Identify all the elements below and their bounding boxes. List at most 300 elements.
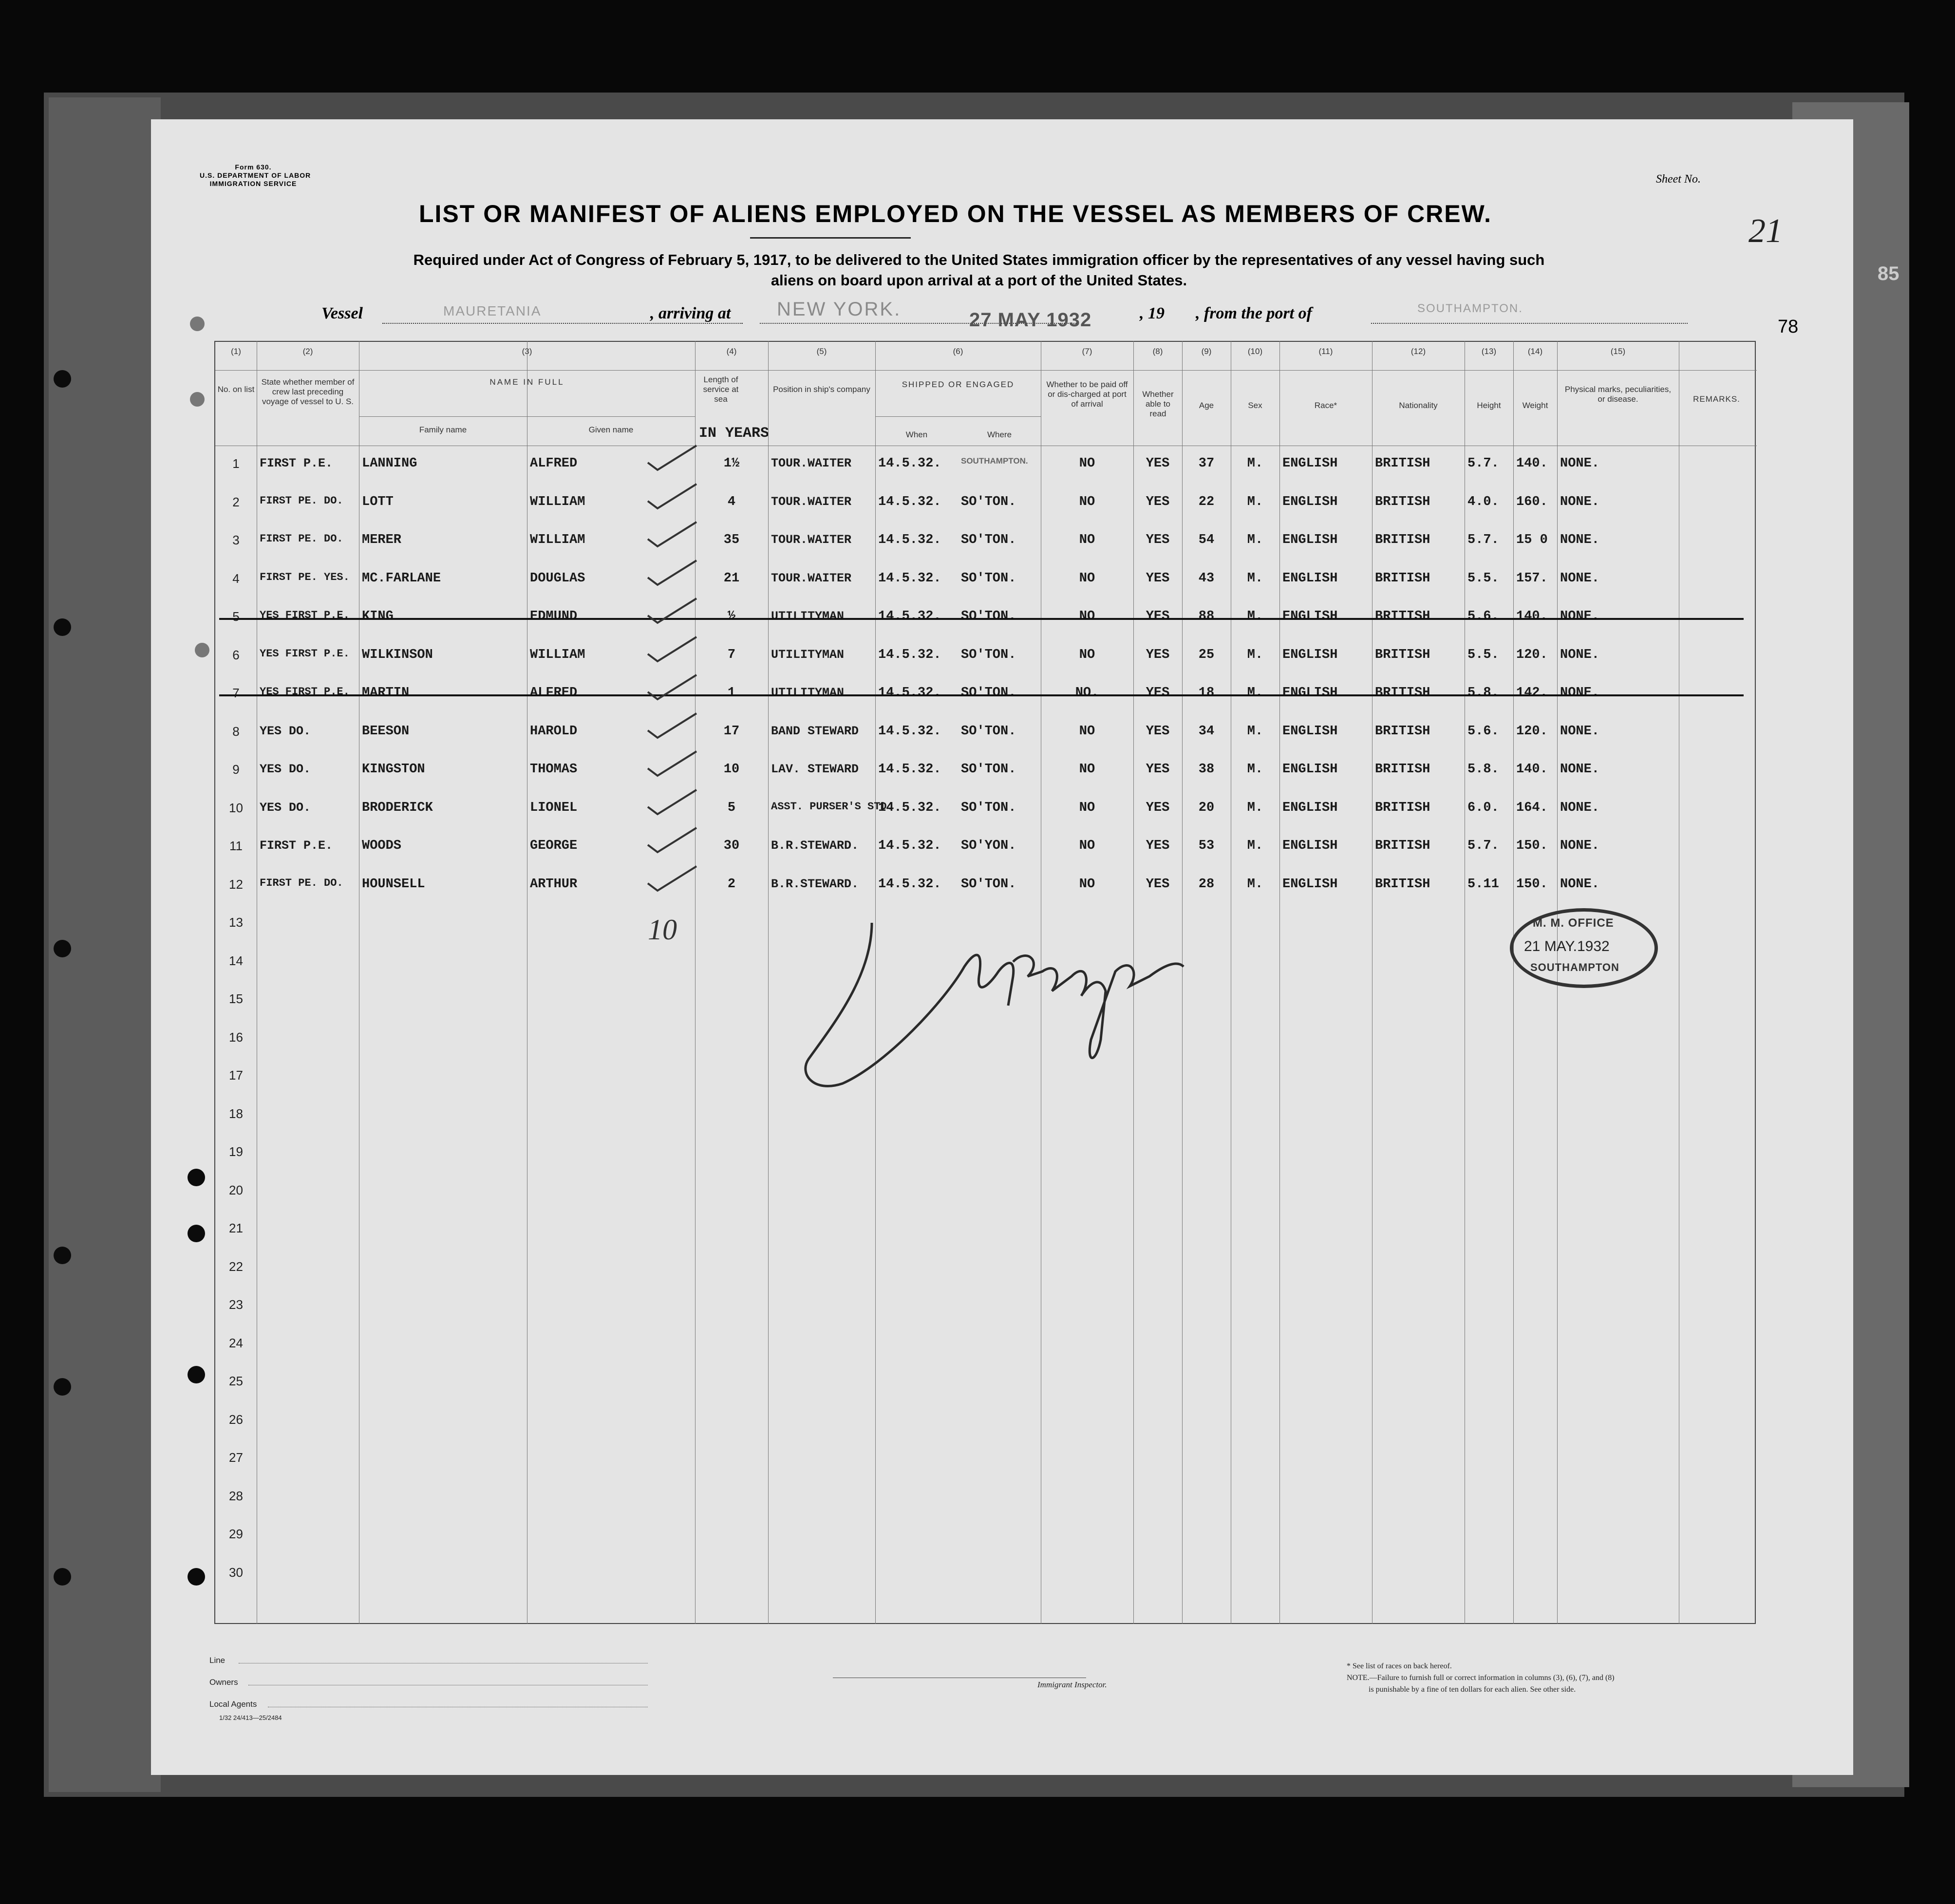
- cell-height: 5.5.: [1467, 647, 1499, 662]
- cell-state: YES FIRST P.E.: [260, 609, 350, 621]
- cell-where: SO'TON.: [961, 571, 1016, 586]
- cell-race: ENGLISH: [1282, 877, 1338, 892]
- cell-race: ENGLISH: [1282, 647, 1338, 662]
- punch-hole: [188, 1568, 205, 1586]
- cell-weight: 120.: [1516, 647, 1548, 662]
- cell-nat: BRITISH: [1375, 839, 1430, 853]
- cell-service: 4: [727, 494, 736, 509]
- vessel-label: Vessel: [321, 304, 363, 322]
- cell-weight: 150.: [1516, 877, 1548, 892]
- manifest-number: 78: [1778, 317, 1799, 337]
- check-mark-icon: [645, 596, 699, 625]
- cell-state: FIRST PE. DO.: [260, 533, 343, 545]
- cell-race: ENGLISH: [1282, 686, 1338, 700]
- empty-row-number: 27: [229, 1450, 243, 1465]
- col-num-7: (7): [1082, 347, 1092, 356]
- cell-service: 7: [727, 647, 736, 662]
- cell-nat: BRITISH: [1375, 762, 1430, 777]
- cell-paid: NO: [1079, 839, 1095, 853]
- check-mark-icon: [645, 558, 699, 587]
- cell-nat: BRITISH: [1375, 647, 1430, 662]
- cell-position: TOUR.WAITER: [771, 533, 852, 547]
- col-num-10: (10): [1247, 347, 1263, 356]
- cell-when: 14.5.32.: [878, 494, 941, 509]
- cell-family: HOUNSELL: [362, 877, 425, 892]
- cell-height: 5.7.: [1467, 839, 1499, 853]
- cell-sex: M.: [1247, 686, 1263, 700]
- cell-marks: NONE.: [1560, 839, 1600, 853]
- arrival-port: NEW YORK.: [777, 299, 902, 320]
- col-num-2: (2): [302, 347, 313, 356]
- cell-nat: BRITISH: [1375, 494, 1430, 509]
- cell-height: 4.0.: [1467, 494, 1499, 509]
- cell-state: YES DO.: [260, 762, 311, 776]
- binder-hole: [54, 618, 71, 636]
- cell-marks: NONE.: [1560, 724, 1600, 739]
- cell-sex: M.: [1247, 533, 1263, 547]
- cell-given: WILLIAM: [530, 533, 585, 547]
- header-position: Position in ship's company: [773, 385, 870, 394]
- cell-paid: NO.: [1075, 686, 1099, 700]
- form-header: [200, 163, 311, 188]
- port-label: , from the port of: [1196, 304, 1312, 322]
- footer-local-agents-label: Local Agents: [209, 1699, 257, 1709]
- cell-race: ENGLISH: [1282, 494, 1338, 509]
- cell-sex: M.: [1247, 609, 1263, 624]
- cell-sex: M.: [1247, 800, 1263, 815]
- header-when: When: [905, 430, 928, 439]
- header-height: Height: [1477, 401, 1501, 410]
- header-race: Race*: [1314, 401, 1337, 410]
- cell-sex: M.: [1247, 762, 1263, 777]
- cell-age: 25: [1198, 647, 1215, 662]
- cell-family: WILKINSON: [362, 647, 433, 662]
- cell-when: 14.5.32.: [878, 533, 941, 547]
- cell-paid: NO: [1079, 456, 1095, 471]
- col-num-12: (12): [1410, 347, 1426, 356]
- cell-where: SO'TON.: [961, 800, 1016, 815]
- punch-hole: [190, 392, 205, 407]
- document-title: LIST OR MANIFEST OF ALIENS EMPLOYED ON THE VESSEL AS MEMBERS OF CREW.: [419, 200, 1492, 227]
- cell-where: SO'TON.: [961, 686, 1016, 700]
- strikethrough-line: [219, 694, 1744, 696]
- cell-state: YES DO.: [260, 800, 311, 815]
- check-mark-icon: [645, 864, 699, 893]
- cell-read: YES: [1146, 494, 1170, 509]
- cell-when: 14.5.32.: [878, 609, 941, 624]
- cell-marks: NONE.: [1560, 494, 1600, 509]
- stamp-top-text: M. M. OFFICE: [1533, 916, 1614, 930]
- cell-given: ALFRED: [530, 686, 578, 700]
- binder-hole: [54, 1247, 71, 1264]
- cell-nat: BRITISH: [1375, 609, 1430, 624]
- empty-row-number: 30: [229, 1565, 243, 1580]
- cell-no: 1: [232, 456, 240, 471]
- cell-given: THOMAS: [530, 762, 578, 777]
- empty-row-number: 23: [229, 1297, 243, 1312]
- cell-no: 7: [232, 686, 240, 700]
- empty-row-number: 13: [229, 915, 243, 930]
- cell-sex: M.: [1247, 647, 1263, 662]
- header-shipped: SHIPPED OR ENGAGED: [902, 380, 1015, 389]
- empty-row-number: 25: [229, 1374, 243, 1388]
- col-num-11: (11): [1318, 347, 1333, 356]
- cell-family: KING: [362, 609, 394, 624]
- cell-marks: NONE.: [1560, 609, 1600, 624]
- cell-service: 5: [727, 800, 736, 815]
- binder-hole: [54, 370, 71, 388]
- cell-paid: NO: [1079, 724, 1095, 739]
- header-remarks: REMARKS.: [1693, 394, 1740, 404]
- check-mark-icon: [645, 672, 699, 702]
- stamp-bottom-text: SOUTHAMPTON: [1530, 961, 1619, 973]
- empty-row-number: 15: [229, 991, 243, 1006]
- cell-given: GEORGE: [530, 839, 578, 853]
- cell-read: YES: [1146, 877, 1170, 892]
- cell-position: ASST. PURSER'S STD.: [771, 800, 893, 813]
- check-mark-icon: [645, 443, 699, 472]
- header-name-in-full: NAME IN FULL: [489, 377, 564, 387]
- cell-marks: NONE.: [1560, 456, 1600, 471]
- cell-when: 14.5.32.: [878, 456, 941, 471]
- cell-service: 10: [723, 762, 740, 777]
- cell-service: ½: [727, 609, 736, 624]
- cell-no: 5: [232, 609, 240, 624]
- cell-nat: BRITISH: [1375, 571, 1430, 586]
- cell-no: 10: [229, 800, 243, 815]
- empty-row-number: 20: [229, 1182, 243, 1197]
- cell-no: 8: [232, 724, 240, 739]
- header-sex: Sex: [1248, 401, 1262, 410]
- cell-race: ENGLISH: [1282, 724, 1338, 739]
- col-num-8: (8): [1152, 347, 1163, 356]
- cell-age: 53: [1198, 839, 1215, 853]
- header-family-name: Family name: [419, 425, 467, 434]
- cell-weight: 142.: [1516, 686, 1548, 700]
- page-number: 85: [1878, 263, 1899, 284]
- cell-no: 4: [232, 571, 240, 586]
- cell-age: 34: [1198, 724, 1215, 739]
- cell-read: YES: [1146, 647, 1170, 662]
- cell-given: WILLIAM: [530, 647, 585, 662]
- empty-row-number: 21: [229, 1221, 243, 1235]
- cell-height: 5.7.: [1467, 533, 1499, 547]
- cell-no: 9: [232, 762, 240, 777]
- cell-where: SO'TON.: [961, 762, 1016, 777]
- cell-service: 35: [723, 533, 740, 547]
- col-num-13: (13): [1481, 347, 1497, 356]
- col-num-6: (6): [953, 347, 963, 356]
- service-name: IMMIGRATION SERVICE: [209, 180, 297, 187]
- check-mark-icon: [645, 749, 699, 778]
- cell-weight: 157.: [1516, 571, 1548, 586]
- cell-age: 18: [1198, 686, 1215, 700]
- cell-family: BRODERICK: [362, 800, 433, 815]
- cell-sex: M.: [1247, 456, 1263, 471]
- col-num-9: (9): [1201, 347, 1212, 356]
- cell-nat: BRITISH: [1375, 877, 1430, 892]
- col-num-14: (14): [1527, 347, 1543, 356]
- cell-age: 88: [1198, 609, 1215, 624]
- cell-race: ENGLISH: [1282, 839, 1338, 853]
- cell-service: 2: [727, 877, 736, 892]
- cell-given: WILLIAM: [530, 494, 585, 509]
- cell-read: YES: [1146, 571, 1170, 586]
- footer-note-star: * See list of races on back hereof.: [1347, 1662, 1452, 1670]
- cell-position: TOUR.WAITER: [771, 456, 852, 470]
- cell-height: 5.8.: [1467, 686, 1499, 700]
- cell-paid: NO: [1079, 609, 1095, 624]
- empty-row-number: 14: [229, 953, 243, 968]
- empty-row-number: 28: [229, 1488, 243, 1503]
- cell-race: ENGLISH: [1282, 533, 1338, 547]
- cell-race: ENGLISH: [1282, 762, 1338, 777]
- year-label: , 19: [1140, 304, 1165, 322]
- header-paid-off: Whether to be paid off or dis-charged at port of arrival: [1046, 380, 1128, 409]
- cell-sex: M.: [1247, 571, 1263, 586]
- cell-paid: NO: [1079, 877, 1095, 892]
- cell-weight: 164.: [1516, 800, 1548, 815]
- departure-line: [1371, 323, 1688, 324]
- cell-race: ENGLISH: [1282, 609, 1338, 624]
- cell-no: 3: [232, 533, 240, 547]
- cell-age: 43: [1198, 571, 1215, 586]
- cell-given: ALFRED: [530, 456, 578, 471]
- column-rule: [768, 341, 769, 1624]
- subtitle-line-2: aliens on board upon arrival at a port of the United States.: [771, 272, 1187, 289]
- cell-height: 5.6.: [1467, 609, 1499, 624]
- check-mark-icon: [645, 635, 699, 664]
- cell-weight: 140.: [1516, 609, 1548, 624]
- binder-hole: [54, 1378, 71, 1396]
- subtitle-line-1: Required under Act of Congress of February 5, 1917, to be delivered to the United States immigration officer by the representatives of any vessel having such: [413, 251, 1545, 268]
- cell-position: B.R.STEWARD.: [771, 839, 859, 853]
- cell-paid: NO: [1079, 571, 1095, 586]
- vessel-line: [382, 323, 743, 324]
- cell-service: 1½: [723, 456, 740, 471]
- check-mark-icon: [645, 825, 699, 855]
- cell-paid: NO: [1079, 800, 1095, 815]
- check-mark-icon: [645, 482, 699, 511]
- punch-hole: [188, 1225, 205, 1242]
- cell-read: YES: [1146, 839, 1170, 853]
- punch-hole: [195, 643, 209, 657]
- cell-marks: NONE.: [1560, 800, 1600, 815]
- manifest-sheet: [151, 119, 1853, 1775]
- cell-state: FIRST PE. DO.: [260, 494, 343, 507]
- cell-state: YES FIRST P.E.: [260, 686, 350, 698]
- cell-nat: BRITISH: [1375, 533, 1430, 547]
- header-nationality: Nationality: [1399, 401, 1438, 410]
- cell-height: 5.11: [1467, 877, 1499, 892]
- cell-marks: NONE.: [1560, 686, 1600, 700]
- cell-family: MARTIN: [362, 686, 410, 700]
- cell-marks: NONE.: [1560, 647, 1600, 662]
- cell-marks: NONE.: [1560, 533, 1600, 547]
- header-physical: Physical marks, peculiarities, or disease.: [1564, 385, 1672, 404]
- cell-where: SO'TON.: [961, 724, 1016, 739]
- cell-height: 6.0.: [1467, 800, 1499, 815]
- punch-hole: [188, 1366, 205, 1383]
- cell-height: 5.8.: [1467, 762, 1499, 777]
- empty-row-number: 29: [229, 1527, 243, 1541]
- empty-row-number: 24: [229, 1335, 243, 1350]
- check-mark-icon: [645, 520, 699, 549]
- cell-service: 17: [723, 724, 740, 739]
- vessel-name: MAURETANIA: [443, 303, 542, 318]
- cell-position: UTILITYMAN: [771, 686, 845, 700]
- cell-age: 22: [1198, 494, 1215, 509]
- cell-nat: BRITISH: [1375, 686, 1430, 700]
- cell-race: ENGLISH: [1282, 456, 1338, 471]
- cell-age: 38: [1198, 762, 1215, 777]
- cell-service: 1: [727, 686, 736, 700]
- cell-family: LOTT: [362, 494, 394, 509]
- office-stamp: [1510, 908, 1658, 988]
- cell-read: YES: [1146, 456, 1170, 471]
- cell-service: 21: [723, 571, 740, 586]
- cell-given: DOUGLAS: [530, 571, 585, 586]
- form-number: Form 630.: [235, 163, 272, 171]
- cell-where: SOUTHAMPTON.: [961, 456, 1028, 466]
- cell-age: 28: [1198, 877, 1215, 892]
- cell-weight: 140.: [1516, 456, 1548, 471]
- empty-row-number: 17: [229, 1068, 243, 1083]
- cell-when: 14.5.32.: [878, 647, 941, 662]
- cell-given: EDMUND: [530, 609, 578, 624]
- header-able-read: Whether able to read: [1142, 390, 1174, 418]
- cell-sex: M.: [1247, 877, 1263, 892]
- cell-marks: NONE.: [1560, 571, 1600, 586]
- cell-read: YES: [1146, 533, 1170, 547]
- cell-where: SO'TON.: [961, 877, 1016, 892]
- cell-where: SO'TON.: [961, 647, 1016, 662]
- binder-hole: [54, 940, 71, 957]
- cell-nat: BRITISH: [1375, 800, 1430, 815]
- header-no-on-list: No. on list: [217, 385, 255, 394]
- cell-state: FIRST PE. YES.: [260, 571, 350, 583]
- cell-family: MERER: [362, 533, 402, 547]
- cell-where: SO'TON.: [961, 609, 1016, 624]
- empty-row-number: 26: [229, 1412, 243, 1427]
- document-subtitle: [239, 250, 1719, 291]
- header-rule: [359, 416, 695, 417]
- cell-when: 14.5.32.: [878, 762, 941, 777]
- stamp-date: 21 MAY.1932: [1524, 938, 1610, 954]
- cell-height: 5.6.: [1467, 724, 1499, 739]
- cell-read: YES: [1146, 800, 1170, 815]
- header-rule: [215, 370, 1757, 371]
- header-rule: [875, 416, 1041, 417]
- punch-hole: [190, 317, 205, 331]
- cell-state: YES DO.: [260, 724, 311, 738]
- cell-state: FIRST PE. DO.: [260, 877, 343, 889]
- cell-given: ARTHUR: [530, 877, 578, 892]
- cell-family: LANNING: [362, 456, 417, 471]
- inspector-signature: [799, 879, 1237, 1132]
- cell-age: 54: [1198, 533, 1215, 547]
- cell-position: LAV. STEWARD: [771, 762, 859, 776]
- cell-height: 5.5.: [1467, 571, 1499, 586]
- cell-paid: NO: [1079, 647, 1095, 662]
- cell-sex: M.: [1247, 724, 1263, 739]
- sheet-number: 21: [1748, 212, 1783, 250]
- cell-no: 11: [229, 839, 243, 853]
- title-rule: [750, 237, 911, 239]
- cell-when: 14.5.32.: [878, 724, 941, 739]
- check-mark-icon: [645, 787, 699, 817]
- cell-nat: BRITISH: [1375, 456, 1430, 471]
- cell-when: 14.5.32.: [878, 800, 941, 815]
- cell-family: WOODS: [362, 839, 402, 853]
- punch-hole: [188, 1169, 205, 1186]
- header-given-name: Given name: [588, 425, 634, 434]
- cell-family: MC.FARLANE: [362, 571, 441, 586]
- sheet-label: Sheet No.: [1656, 173, 1701, 186]
- cell-race: ENGLISH: [1282, 571, 1338, 586]
- col-num-5: (5): [816, 347, 827, 356]
- arriving-label: , arriving at: [650, 304, 731, 322]
- cell-family: BEESON: [362, 724, 410, 739]
- cell-position: B.R.STEWARD.: [771, 877, 859, 891]
- footer-owners-label: Owners: [209, 1678, 238, 1687]
- header-age: Age: [1199, 401, 1214, 410]
- cell-given: HAROLD: [530, 724, 578, 739]
- cell-service: 30: [723, 839, 740, 853]
- cell-when: 14.5.32.: [878, 839, 941, 853]
- col-num-4: (4): [726, 347, 737, 356]
- column-rule: [1279, 341, 1280, 1624]
- cell-weight: 160.: [1516, 494, 1548, 509]
- cell-where: SO'TON.: [961, 533, 1016, 547]
- cell-state: YES FIRST P.E.: [260, 647, 350, 660]
- column-rule: [1513, 341, 1514, 1624]
- cell-no: 6: [232, 647, 240, 662]
- departure-port: SOUTHAMPTON.: [1417, 302, 1523, 315]
- empty-row-number: 18: [229, 1106, 243, 1121]
- cell-when: 14.5.32.: [878, 686, 941, 700]
- empty-row-number: 16: [229, 1029, 243, 1045]
- cell-paid: NO: [1079, 762, 1095, 777]
- cell-read: YES: [1146, 724, 1170, 739]
- department-name: U.S. DEPARTMENT OF LABOR: [200, 171, 311, 179]
- arrival-date-stamp: 27 MAY 1932: [969, 309, 1092, 331]
- cell-position: TOUR.WAITER: [771, 571, 852, 585]
- col-num-15: (15): [1610, 347, 1626, 356]
- cell-marks: NONE.: [1560, 762, 1600, 777]
- check-mark-icon: [645, 711, 699, 740]
- footer-note-1: NOTE.—Failure to furnish full or correct information in columns (3), (6), (7), and (8): [1347, 1674, 1615, 1682]
- cell-read: YES: [1146, 762, 1170, 777]
- empty-row-number: 19: [229, 1144, 243, 1159]
- cell-weight: 140.: [1516, 762, 1548, 777]
- cell-position: TOUR.WAITER: [771, 494, 852, 509]
- cell-weight: 120.: [1516, 724, 1548, 739]
- header-where: Where: [987, 430, 1012, 439]
- cell-nat: BRITISH: [1375, 724, 1430, 739]
- cell-given: LIONEL: [530, 800, 578, 815]
- handwritten-total: 10: [648, 914, 677, 946]
- cell-position: BAND STEWARD: [771, 724, 859, 738]
- cell-state: FIRST P.E.: [260, 456, 333, 470]
- cell-sex: M.: [1247, 839, 1263, 853]
- strikethrough-line: [219, 618, 1744, 620]
- col-num-3: (3): [522, 347, 532, 356]
- cell-paid: NO: [1079, 533, 1095, 547]
- cell-age: 20: [1198, 800, 1215, 815]
- cell-sex: M.: [1247, 494, 1263, 509]
- cell-when: 14.5.32.: [878, 877, 941, 892]
